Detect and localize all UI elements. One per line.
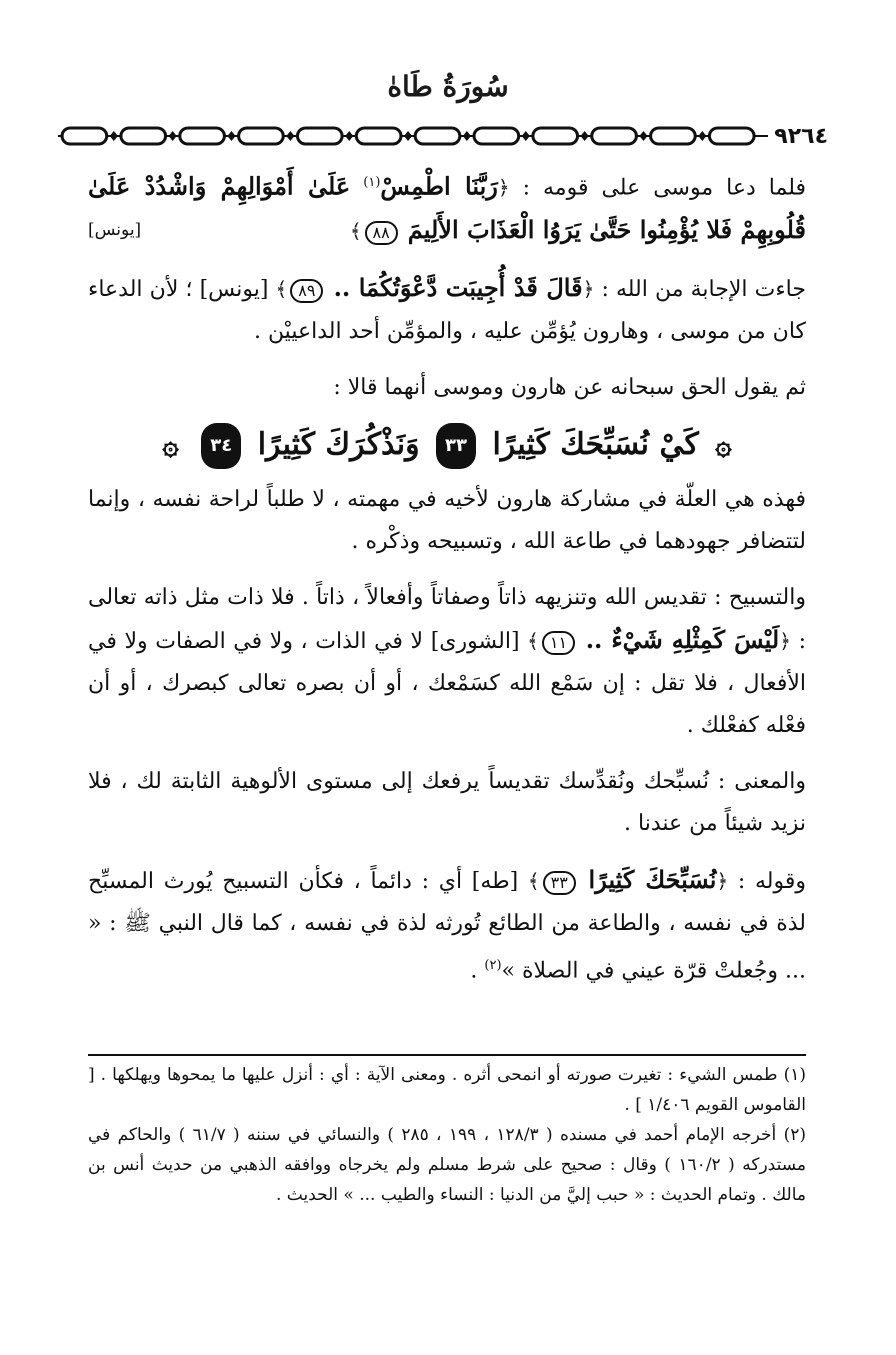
verse-number: ٣٣ (436, 423, 476, 469)
quran-quote: رَبَّنَا اطْمِسْ (380, 171, 498, 201)
verse-number: ٣٤ (201, 423, 241, 469)
paragraph-3: ثم يقول الحق سبحانه عن هارون وموسى أنهما قالا : (333, 375, 806, 401)
footnotes (88, 1060, 806, 1210)
verse-number: ٨٩ (290, 279, 323, 303)
quran-quote: قَالَ قَدْ أُجِيبَت دَّعْوَتُكُمَا .. (333, 273, 583, 303)
quran-quote: لَيْسَ كَمِثْلِهِ شَيْءٌ .. (585, 625, 780, 655)
footnote-divider (88, 1054, 806, 1056)
verse-ornament-icon: ۞ (715, 428, 732, 462)
verse-number: ٣٣ (543, 871, 576, 895)
chain-ornament-icon (58, 125, 768, 147)
paragraph-5: والتسبيح : تقديس الله وتنزيهه ذاتاً وصفاتاً وأفعالاً ، ذاتاً . فلا ذات مثل ذاته تعالى : ﴿لَيْسَ كَمِثْلِهِ شَيْءٌ .. ١١﴾ [الشورى] لا في الذات ، ولا في الصفات ولا في الأفعال ، فلا تقل : إن سَمْع الله كسَمْعك ، أو أن بصره تعالى كبصرك ، أو أن فعْله كفعْلك . (88, 585, 807, 739)
paragraph-6: والمعنى : نُسبِّحك ونُقدِّسك تقديساً يرفعك إلى مستوى الألوهية الثابتة لك ، فلا نزيد شيئاً من عندنا . (88, 769, 806, 837)
paragraph-4: فهذه هي العلّة في مشاركة هارون لأخيه في مهمته ، لا طلباً لراحة نفسه ، وإنما لتتضافر جهودهما في طاعة الله ، وتسبيحه وذكْره . (88, 487, 806, 555)
footnote-marker: (٢) (484, 958, 502, 974)
sura-reference: [يونس] (88, 220, 142, 241)
verse-number: ١١ (542, 631, 575, 655)
main-text (88, 162, 806, 1007)
verse-number: ٨٨ (365, 221, 398, 245)
page-number: ٩٢٦٤ (774, 123, 828, 149)
footnote-marker: (١) (363, 175, 381, 190)
verse-display: ۞ كَيْ نُسَبِّحَكَ كَثِيرًا ٣٣ وَنَذْكُرَكَ كَثِيرًا ٣٤ ۞ (88, 423, 806, 469)
footnote-1: (١) طمس الشيء : تغيرت صورته أو انمحى أثره . ومعنى الآية : أي : أنزل عليها ما يمحوها ويهلكها . [ القاموس القويم ١/٤٠٦ ] . (88, 1065, 806, 1115)
verse-ornament-icon: ۞ (162, 428, 179, 462)
paragraph-7: وقوله : ﴿نُسَبِّحَكَ كَثِيرًا ٣٣﴾ [طه] أي : دائماً ، فكأن التسبيح يُورث المسبِّح لذة في نفسه ، والطاعة من الطائع تُورثه لذة في نفسه ، كما قال النبي ﷺ : « ... وجُعلتْ قرّة عيني في الصلاة »$^{(٢)}$ . (88, 865, 806, 984)
paragraph-1: فلما دعا موسى على قومه : ﴿رَبَّنَا اطْمِسْ$^{(١)}$ عَلَىٰ أَمْوَالِهِمْ وَاشْدُدْ عَلَىٰ قُلُوبِهِمْ فَلا يُؤْمِنُوا حَتَّىٰ يَرَوُا الْعَذَابَ الأَلِيمَ ٨٨﴾ [يونس] (88, 162, 806, 253)
footnote-2: (٢) أخرجه الإمام أحمد في مسنده ( ١٢٨/٣ ، ١٩٩ ، ٢٨٥ ) والنسائي في سننه ( ٦١/٧ ) والحاكم في مستدركه ( ١٦٠/٢ ) وقال : صحيح على شرط مسلم ولم يخرجاه ووافقه الذهبي من حديث أنس بن مالك . وتمام الحديث : « حبب إليَّ من الدنيا : النساء والطيب ... » الحديث . (88, 1125, 806, 1205)
paragraph-2: جاءت الإجابة من الله : ﴿قَالَ قَدْ أُجِيبَت دَّعْوَتُكُمَا .. ٨٩﴾ [يونس] ؛ لأن الدعاء كان من موسى ، وهارون يُؤمِّن عليه ، والمؤمِّن أحد الداعييْن . (88, 273, 806, 345)
header-ornament-row (58, 124, 828, 148)
quran-quote: نُسَبِّحَكَ كَثِيرًا (588, 865, 717, 895)
sura-title: سُورَةُ طَاهٰ (387, 70, 509, 103)
